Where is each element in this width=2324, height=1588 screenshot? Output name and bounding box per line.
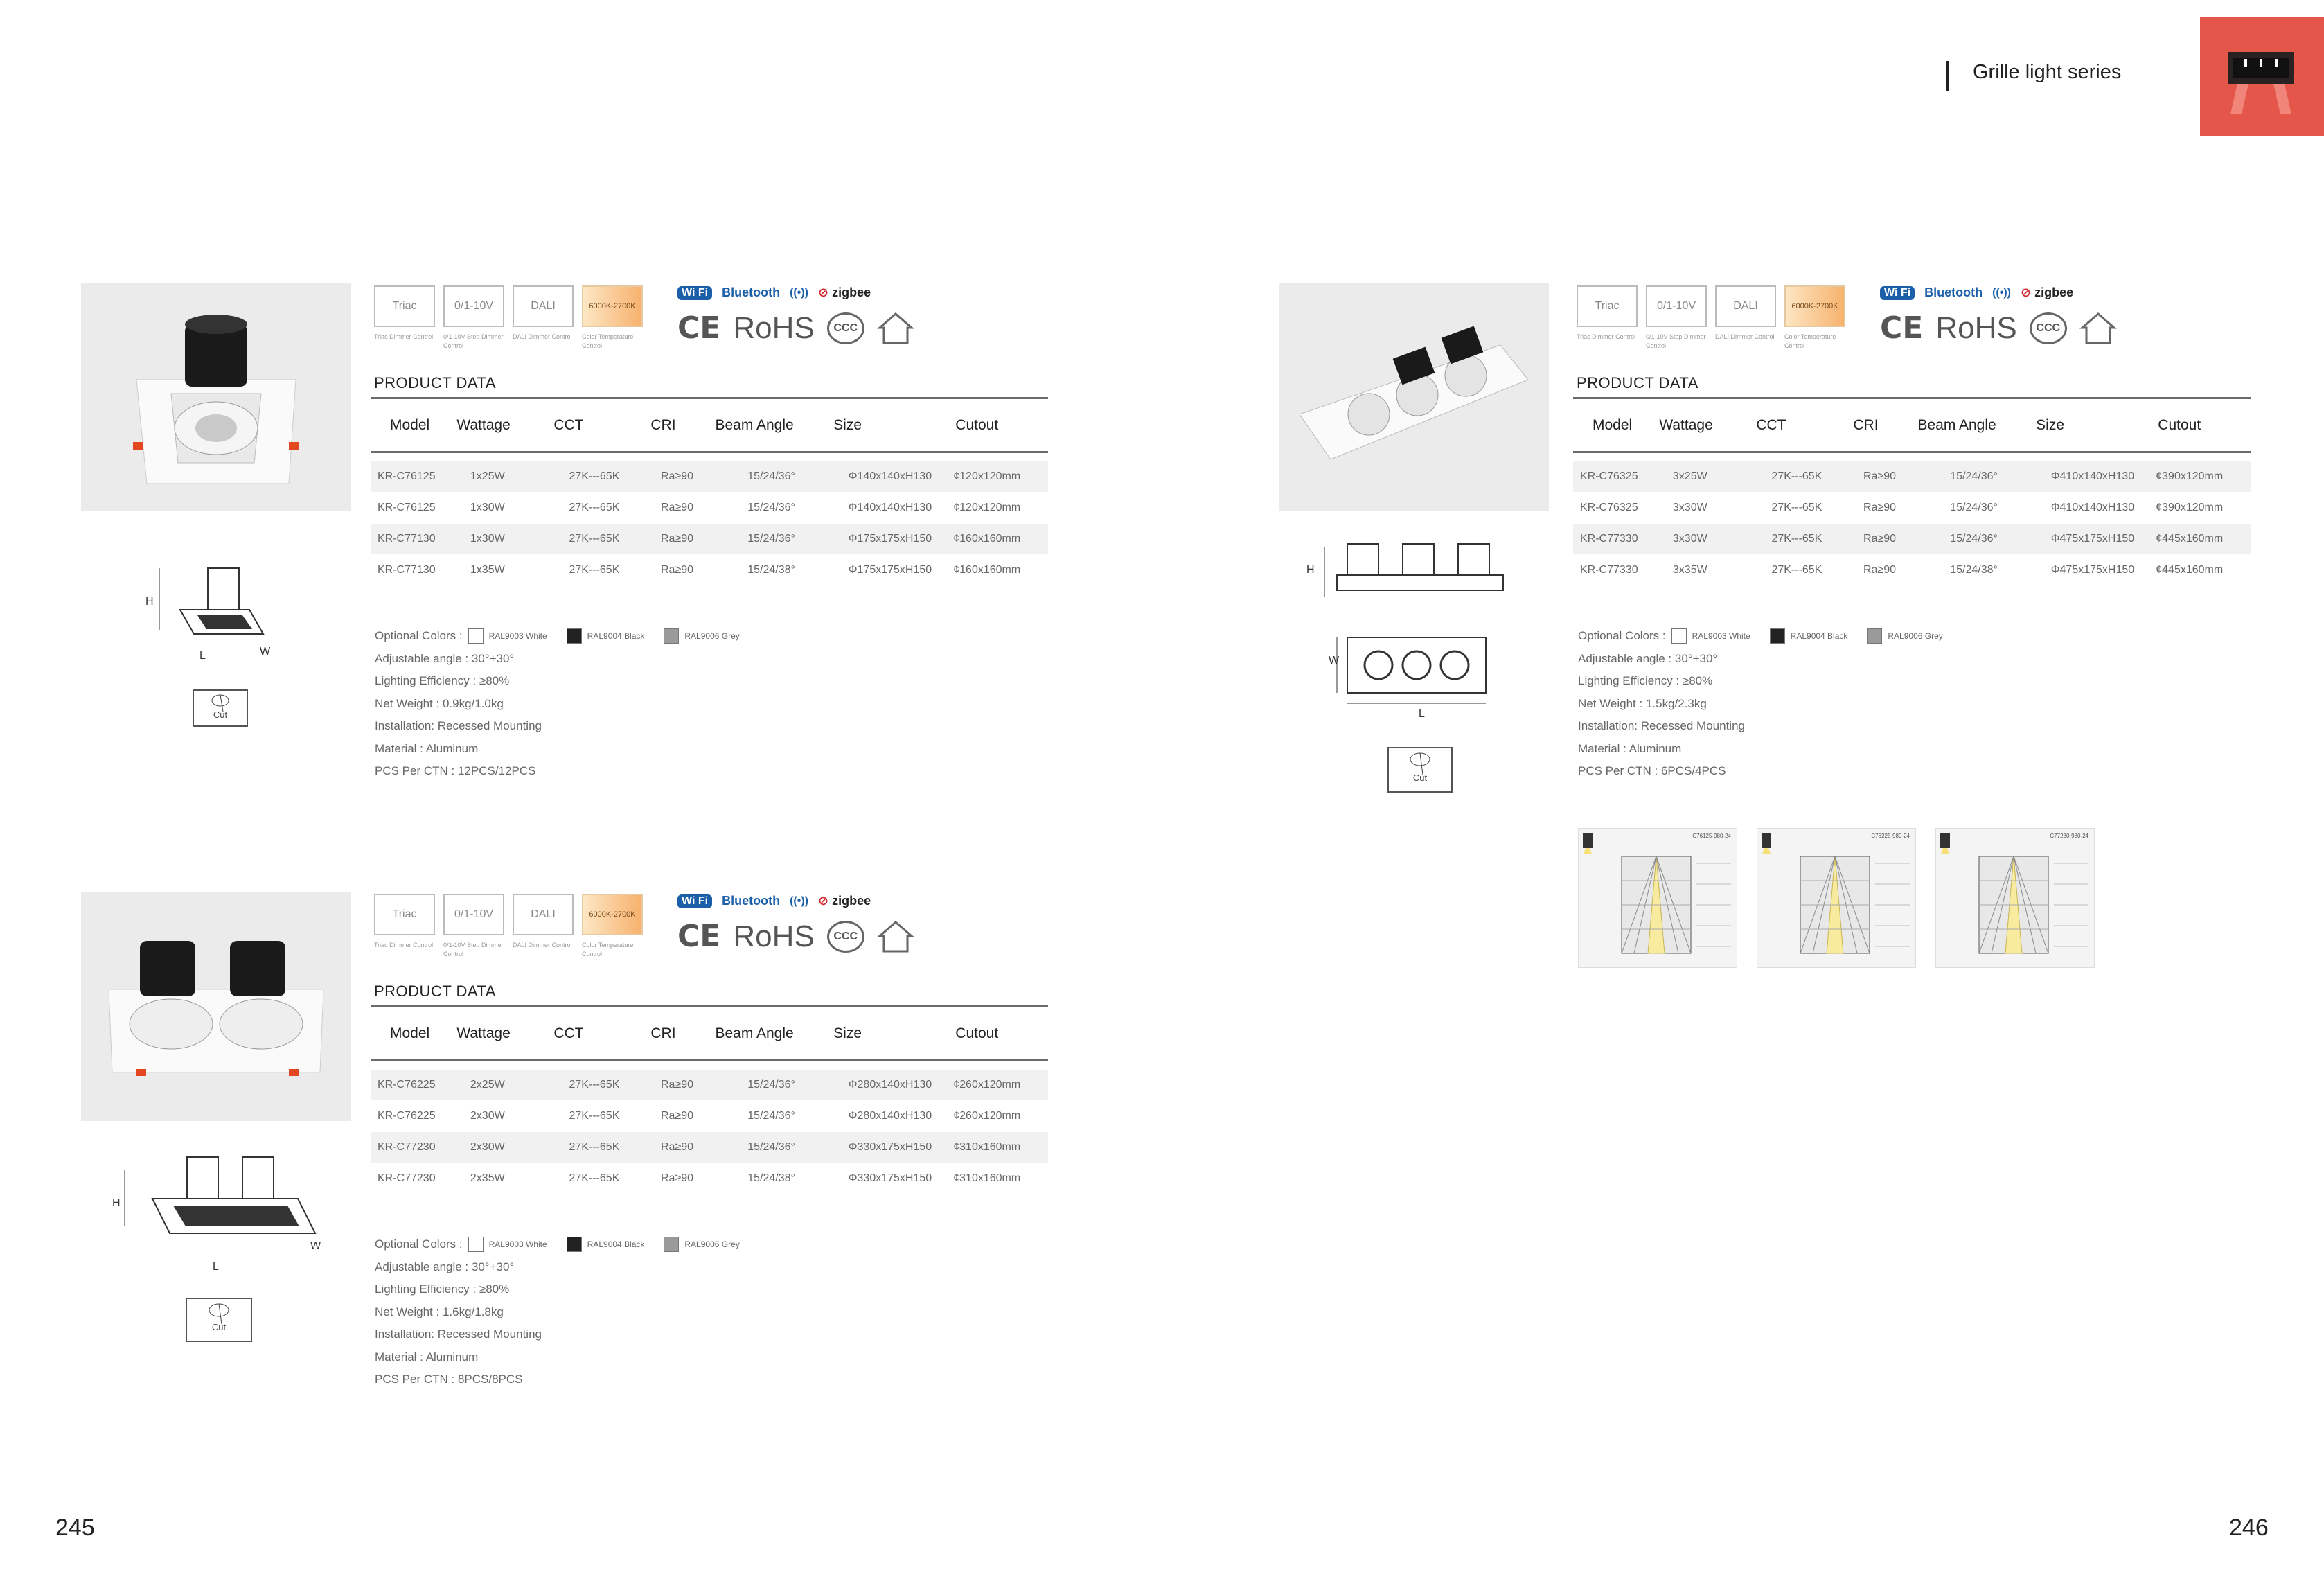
house-icon [877,311,914,346]
dim-l-label: L [213,1261,219,1273]
zigbee-logo: ⊘ zigbee [817,285,871,299]
control-options [1577,285,1845,351]
spec-install: Installation: Recessed Mounting [375,1327,542,1341]
table-body [1573,461,2251,585]
cell-model: KR-C77130 [378,533,436,545]
spec-efficiency: Lighting Efficiency : ≥80% [1578,674,1713,687]
zigbee-text: zigbee [832,285,871,299]
dimension-drawing-triple [1316,533,1524,727]
table-body [371,461,1048,585]
spec-adjust: Adjustable angle : 30°+30° [375,651,515,665]
cell-beam: 15/24/36° [1950,533,1998,545]
cell-beam: 15/24/36° [747,1141,795,1153]
dali-caption: DALI Dimmer Control [513,942,572,949]
optional-colors-label: Optional Colors : [1578,629,1666,642]
cell-cri: Ra≥90 [660,1110,694,1122]
cell-cri: Ra≥90 [1863,502,1897,513]
table-row [1573,555,2251,585]
col-model: Model [390,1025,430,1041]
cut-label: Cut [211,1322,227,1332]
cell-cri: Ra≥90 [660,1079,694,1091]
cell-cct: 27K---65K [569,1141,620,1153]
cell-beam: 15/24/36° [1950,502,1998,513]
spec-adjust: Adjustable angle : 30°+30° [1578,651,1718,665]
series-title: Grille light series [1973,61,2122,83]
ccc-mark: CCC [827,921,864,953]
swatch-grey [664,628,679,644]
col-cct: CCT [553,1025,584,1041]
v010-label: 0/1-10V [443,894,504,935]
spec-material: Material : Aluminum [375,1350,479,1364]
cell-cct: 27K---65K [569,1079,620,1091]
col-model: Model [1593,416,1633,433]
dali-label: DALI [1715,285,1776,327]
certification-logos [1880,310,2117,346]
table-header-rule [371,451,1048,453]
spec-pcs: PCS Per CTN : 8PCS/8PCS [375,1373,523,1386]
cct-label: 6000K-2700K [582,894,643,935]
dim-l-label: L [1419,708,1425,720]
cell-cutout: ¢445x160mm [2156,564,2224,576]
cell-wattage: 3x25W [1672,470,1707,482]
swatch-black-label: RAL9004 Black [587,1239,645,1249]
cell-size: Φ410x140xH130 [2050,502,2135,513]
swatch-black [1770,628,1785,644]
swatch-white [468,628,484,644]
col-wattage: Wattage [456,1025,511,1041]
photometric-chart [1757,828,1916,968]
cct-caption: Color Temperature Control [1784,333,1836,349]
cell-beam: 15/24/36° [747,502,795,513]
cell-size: Φ140x140xH130 [848,502,932,513]
col-cri: CRI [650,1025,676,1041]
cell-cct: 27K---65K [569,502,620,513]
certification-logos [677,919,914,954]
cell-size: Φ330x175xH150 [848,1141,932,1153]
col-size: Size [833,1025,862,1041]
spec-list [375,1233,754,1391]
wifi-logo: Wi Fi [1880,286,1915,300]
cell-wattage: 2x35W [470,1172,505,1184]
spec-list [1578,625,1957,783]
cell-wattage: 1x25W [470,470,505,482]
cell-wattage: 3x35W [1672,564,1707,576]
spec-adjust: Adjustable angle : 30°+30° [375,1260,515,1273]
col-cutout: Cutout [955,1025,999,1041]
cut-label: Cut [1412,773,1428,783]
spec-efficiency: Lighting Efficiency : ≥80% [375,674,510,687]
cell-size: Φ140x140xH130 [848,470,932,482]
dali-caption: DALI Dimmer Control [1715,333,1775,340]
cell-cct: 27K---65K [569,533,620,545]
cct-caption: Color Temperature Control [582,333,634,349]
swatch-white [468,1237,484,1252]
control-options [374,285,643,351]
cell-model: KR-C77230 [378,1141,436,1153]
spec-weight: Net Weight : 1.6kg/1.8kg [375,1305,504,1318]
triac-caption: Triac Dimmer Control [374,942,434,949]
table-row [371,461,1048,492]
cell-size: Φ330x175xH150 [848,1172,932,1184]
product-data-title: PRODUCT DATA [374,982,496,1000]
cell-size: Φ280x140xH130 [848,1079,932,1091]
dali-label: DALI [513,285,574,327]
cct-caption: Color Temperature Control [582,942,634,958]
v010-caption: 0/1-10V Step Dimmer Control [443,942,504,958]
control-dali [1715,285,1776,351]
cell-cct: 27K---65K [569,470,620,482]
house-icon [2079,311,2117,346]
v010-label: 0/1-10V [1646,285,1707,327]
series-divider [1946,61,1949,91]
spec-list [375,625,754,783]
col-cri: CRI [650,416,676,433]
table-header-row [371,1007,1048,1059]
col-cct: CCT [1756,416,1786,433]
optional-colors [375,625,754,648]
control-dali [513,894,574,959]
cell-beam: 15/24/36° [1950,470,1998,482]
series-thumbnail [2200,17,2324,136]
cut-icon [186,1298,252,1342]
table-header-rule [371,1059,1048,1061]
cell-wattage: 2x25W [470,1079,505,1091]
table-row [371,493,1048,523]
page-number-right: 246 [2229,1515,2269,1541]
dim-w-label: W [310,1240,321,1252]
v010-caption: 0/1-10V Step Dimmer Control [443,333,504,349]
cell-model: KR-C76225 [378,1079,436,1091]
cut-icon [193,689,248,727]
control-triac [374,894,435,959]
cell-cutout: ¢120x120mm [953,502,1021,513]
cell-cri: Ra≥90 [660,564,694,576]
swatch-grey [664,1237,679,1252]
page-number-left: 245 [55,1515,95,1541]
table-header-rule [1573,451,2251,453]
table-row [371,1163,1048,1194]
cell-cutout: ¢120x120mm [953,470,1021,482]
cell-cct: 27K---65K [569,564,620,576]
table-row [371,524,1048,554]
cell-model: KR-C77230 [378,1172,436,1184]
cell-cri: Ra≥90 [660,1141,694,1153]
connectivity-logos [677,285,871,300]
triac-label: Triac [374,894,435,935]
swatch-black-label: RAL9004 Black [587,631,645,641]
zigbee-text: zigbee [832,894,871,908]
photometric-plot [1757,829,1915,967]
col-cri: CRI [1853,416,1879,433]
col-beam: Beam Angle [715,416,794,433]
dim-w-label: W [1329,655,1340,667]
dim-w-label: W [260,646,271,658]
table-row [371,1070,1048,1100]
connectivity-logos [677,894,871,908]
cell-size: Φ475x175xH150 [2050,533,2135,545]
cell-cct: 27K---65K [1771,564,1822,576]
cell-beam: 15/24/36° [747,470,795,482]
cell-model: KR-C76225 [378,1110,436,1122]
product-table [1573,397,2251,585]
product-table [371,397,1048,585]
cell-cct: 27K---65K [1771,502,1822,513]
v010-caption: 0/1-10V Step Dimmer Control [1646,333,1706,349]
dali-caption: DALI Dimmer Control [513,333,572,340]
v010-label: 0/1-10V [443,285,504,327]
control-cct [582,285,643,351]
dim-h-label: H [145,596,154,608]
cell-cri: Ra≥90 [660,1172,694,1184]
connectivity-logos [1880,285,2073,300]
optional-colors [375,1233,754,1256]
control-010v [443,894,504,959]
cell-beam: 15/24/36° [747,1110,795,1122]
table-row [371,1132,1048,1163]
swatch-grey-label: RAL9006 Grey [684,1239,740,1249]
dimension-drawing-double [111,1150,332,1261]
col-cutout: Cutout [955,416,999,433]
spec-weight: Net Weight : 1.5kg/2.3kg [1578,696,1707,710]
cell-cri: Ra≥90 [660,502,694,513]
dim-h-label: H [112,1197,121,1209]
triac-caption: Triac Dimmer Control [374,333,434,340]
product-photo-double [81,892,351,1121]
cell-wattage: 1x35W [470,564,505,576]
cell-cutout: ¢310x160mm [953,1172,1021,1184]
ce-mark: CE [1880,310,1924,346]
cell-wattage: 1x30W [470,533,505,545]
control-cct [1784,285,1845,351]
cell-cutout: ¢160x160mm [953,533,1021,545]
product-data-title: PRODUCT DATA [1577,374,1698,391]
table-row [1573,493,2251,523]
cell-cutout: ¢310x160mm [953,1141,1021,1153]
cell-model: KR-C77130 [378,564,436,576]
table-header-row [371,399,1048,451]
cut-label: Cut [213,709,228,720]
cell-size: Φ475x175xH150 [2050,564,2135,576]
cell-wattage: 3x30W [1672,502,1707,513]
zigbee-text: zigbee [2034,285,2074,299]
photometric-title: C76125-980-24 [1692,833,1731,839]
control-dali [513,285,574,351]
col-beam: Beam Angle [715,1025,794,1041]
cell-cutout: ¢390x120mm [2156,502,2224,513]
cell-beam: 15/24/36° [747,1079,795,1091]
table-row [371,1101,1048,1131]
triac-label: Triac [374,285,435,327]
col-size: Size [2036,416,2065,433]
dim-l-label: L [199,650,206,662]
swatch-white-label: RAL9003 White [488,1239,547,1249]
product-photo-triple [1279,283,1549,511]
cell-cri: Ra≥90 [1863,533,1897,545]
zigbee-logo: ⊘ zigbee [817,894,871,908]
photometric-title: C77230-980-24 [2050,833,2088,839]
photometric-chart [1578,828,1737,968]
cell-size: Φ410x140xH130 [2050,470,2135,482]
cell-beam: 15/24/38° [747,564,795,576]
optional-colors [1578,625,1957,648]
spec-pcs: PCS Per CTN : 6PCS/4PCS [1578,764,1726,777]
table-row [371,555,1048,585]
cell-cutout: ¢160x160mm [953,564,1021,576]
control-010v [443,285,504,351]
cell-cct: 27K---65K [569,1110,620,1122]
col-model: Model [390,416,430,433]
swatch-white [1671,628,1687,644]
cct-label: 6000K-2700K [1784,285,1845,327]
swatch-black [567,628,582,644]
cell-wattage: 1x30W [470,502,505,513]
col-cutout: Cutout [2158,416,2201,433]
ce-mark: CE [677,919,721,954]
control-options [374,894,643,959]
cell-cutout: ¢445x160mm [2156,533,2224,545]
spec-pcs: PCS Per CTN : 12PCS/12PCS [375,764,536,777]
col-wattage: Wattage [456,416,511,433]
table-row [1573,461,2251,492]
cell-wattage: 3x30W [1672,533,1707,545]
swatch-grey-label: RAL9006 Grey [1888,631,1943,641]
rohs-mark: RoHS [733,310,815,345]
bluetooth-logo: Bluetooth [722,894,781,908]
ccc-mark: CCC [2030,312,2067,344]
spec-efficiency: Lighting Efficiency : ≥80% [375,1282,510,1296]
photometric-title: C76225-980-24 [1871,833,1910,839]
photometric-plot [1936,829,2094,967]
cell-wattage: 2x30W [470,1110,505,1122]
col-beam: Beam Angle [1917,416,1996,433]
swatch-black-label: RAL9004 Black [1790,631,1848,641]
cut-icon [1387,747,1453,793]
cell-cri: Ra≥90 [660,470,694,482]
control-triac [374,285,435,351]
spec-install: Installation: Recessed Mounting [1578,719,1745,732]
cell-beam: 15/24/38° [1950,564,1998,576]
control-010v [1646,285,1707,351]
photometric-chart [1935,828,2095,968]
swatch-white-label: RAL9003 White [488,631,547,641]
signal-icon: ((•)) [1992,286,2011,299]
cell-cutout: ¢390x120mm [2156,470,2224,482]
dim-h-label: H [1306,564,1315,576]
bluetooth-logo: Bluetooth [1924,285,1983,299]
control-cct [582,894,643,959]
optional-colors-label: Optional Colors : [375,629,463,642]
wifi-logo: Wi Fi [677,894,712,908]
rohs-mark: RoHS [1935,310,2017,345]
col-wattage: Wattage [1659,416,1713,433]
bluetooth-logo: Bluetooth [722,285,781,299]
spec-install: Installation: Recessed Mounting [375,719,542,732]
triac-caption: Triac Dimmer Control [1577,333,1636,340]
dali-label: DALI [513,894,574,935]
cell-cct: 27K---65K [569,1172,620,1184]
cell-cutout: ¢260x120mm [953,1110,1021,1122]
cell-model: KR-C77330 [1580,564,1638,576]
cell-model: KR-C76325 [1580,502,1638,513]
ccc-mark: CCC [827,312,864,344]
cell-size: Φ175x175xH150 [848,533,932,545]
swatch-white-label: RAL9003 White [1692,631,1750,641]
spec-material: Material : Aluminum [1578,741,1682,755]
product-table [371,1005,1048,1194]
cell-model: KR-C76325 [1580,470,1638,482]
control-triac [1577,285,1638,351]
zigbee-logo: ⊘ zigbee [2020,285,2074,299]
col-size: Size [833,416,862,433]
cell-beam: 15/24/38° [747,1172,795,1184]
cell-cct: 27K---65K [1771,533,1822,545]
col-cct: CCT [553,416,584,433]
cell-cri: Ra≥90 [1863,470,1897,482]
ce-mark: CE [677,310,721,346]
house-icon [877,919,914,954]
cct-label: 6000K-2700K [582,285,643,327]
cell-model: KR-C76125 [378,502,436,513]
cell-cutout: ¢260x120mm [953,1079,1021,1091]
product-data-title: PRODUCT DATA [374,374,496,391]
photometric-plot [1579,829,1737,967]
triac-label: Triac [1577,285,1638,327]
spec-weight: Net Weight : 0.9kg/1.0kg [375,696,504,710]
cell-cri: Ra≥90 [660,533,694,545]
table-header-row [1573,399,2251,451]
signal-icon: ((•)) [790,894,808,907]
swatch-grey [1867,628,1882,644]
optional-colors-label: Optional Colors : [375,1237,463,1251]
swatch-black [567,1237,582,1252]
wifi-logo: Wi Fi [677,286,712,300]
swatch-grey-label: RAL9006 Grey [684,631,740,641]
table-row [1573,524,2251,554]
table-body [371,1070,1048,1194]
cell-model: KR-C76125 [378,470,436,482]
cell-size: Φ175x175xH150 [848,564,932,576]
cell-wattage: 2x30W [470,1141,505,1153]
cell-cri: Ra≥90 [1863,564,1897,576]
spec-material: Material : Aluminum [375,741,479,755]
cell-model: KR-C77330 [1580,533,1638,545]
cell-beam: 15/24/36° [747,533,795,545]
cell-size: Φ280x140xH130 [848,1110,932,1122]
product-photo-single [81,283,351,511]
cell-cct: 27K---65K [1771,470,1822,482]
certification-logos [677,310,914,346]
signal-icon: ((•)) [790,286,808,299]
rohs-mark: RoHS [733,919,815,953]
